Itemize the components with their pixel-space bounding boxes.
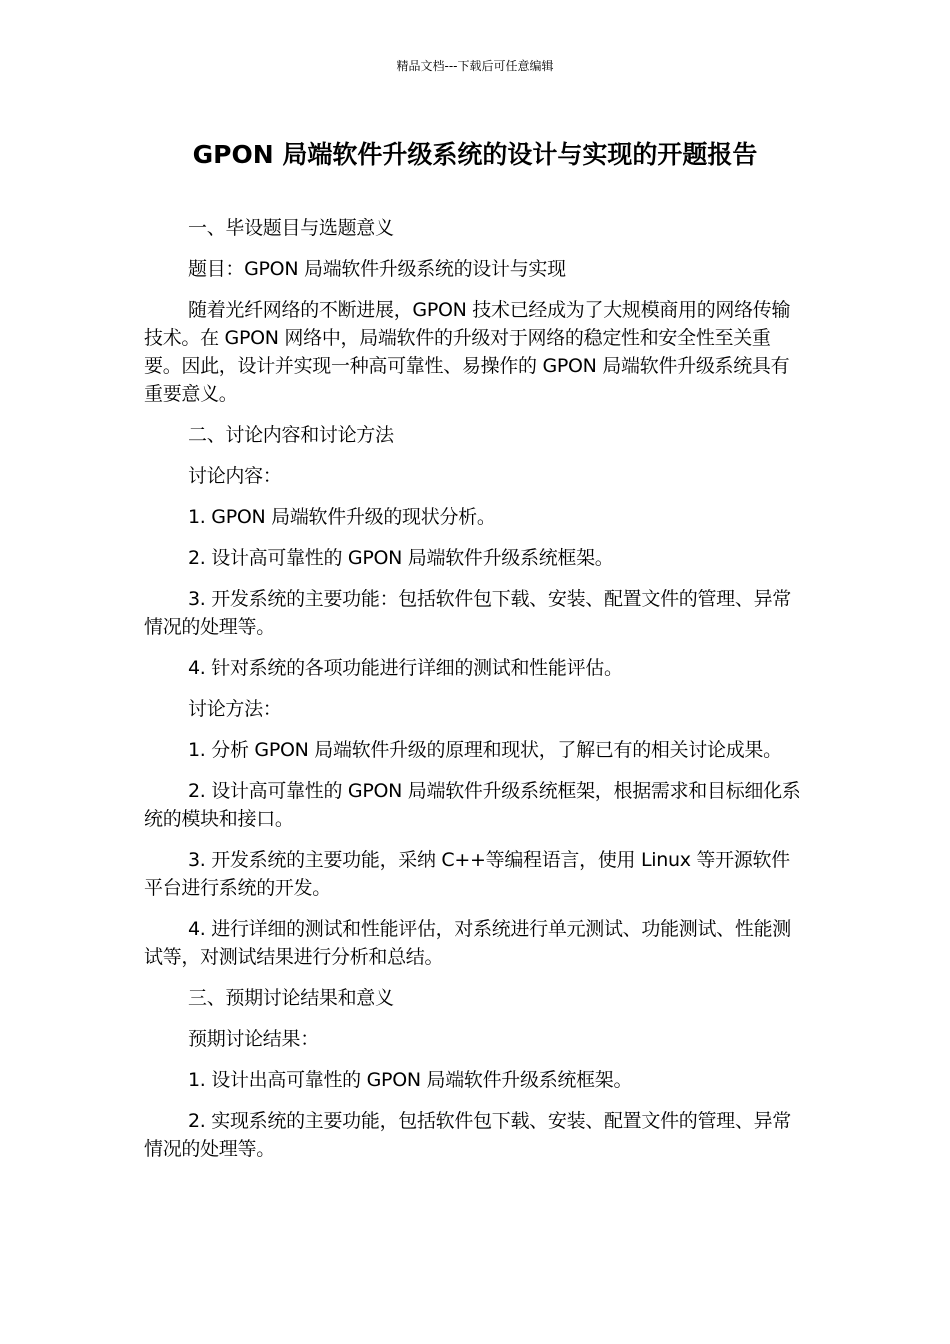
content-item-2: 2. 设计高可靠性的 GPON 局端软件升级系统框架。 <box>188 547 614 569</box>
section-heading-1: 一、毕设题目与选题意义 <box>188 217 394 239</box>
method-item-1: 1. 分析 GPON 局端软件升级的原理和现状，了解已有的相关讨论成果。 <box>188 739 782 761</box>
method-label: 讨论方法： <box>188 698 282 720</box>
topic-line: 题目：GPON 局端软件升级系统的设计与实现 <box>188 258 566 280</box>
significance-paragraph: 随着光纤网络的不断进展，GPON 技术已经成为了大规模商用的网络传输技术。在 GPON 网络中，局端软件的升级对于网络的稳定性和安全性至关重要。因此，设计并实现一种高可靠性、易操作的 GPON 局端软件升级系统具有重要意义。 <box>144 299 791 405</box>
result-item-2: 2. 实现系统的主要功能，包括软件包下载、安装、配置文件的管理、异常情况的处理等。 <box>144 1110 791 1160</box>
content-item-4: 4. 针对系统的各项功能进行详细的测试和性能评估。 <box>188 657 623 679</box>
section-heading-3: 三、预期讨论结果和意义 <box>188 987 394 1009</box>
content-label: 讨论内容： <box>188 465 282 487</box>
result-item-1: 1. 设计出高可靠性的 GPON 局端软件升级系统框架。 <box>188 1069 633 1091</box>
section-heading-2: 二、讨论内容和讨论方法 <box>188 424 394 446</box>
method-item-4: 4. 进行详细的测试和性能评估，对系统进行单元测试、功能测试、性能测试等，对测试结果进行分析和总结。 <box>144 918 791 968</box>
method-item-3: 3. 开发系统的主要功能，采纳 C++等编程语言，使用 Linux 等开源软件平台进行系统的开发。 <box>144 849 790 899</box>
document-body <box>144 214 808 1176</box>
document-title: GPON 局端软件升级系统的设计与实现的开题报告 <box>192 140 758 169</box>
page-header: 精品文档---下载后可任意编辑 <box>396 59 554 73</box>
results-label: 预期讨论结果： <box>188 1028 319 1050</box>
content-item-3: 3. 开发系统的主要功能：包括软件包下载、安装、配置文件的管理、异常情况的处理等。 <box>144 588 791 638</box>
content-item-1: 1. GPON 局端软件升级的现状分析。 <box>188 506 496 528</box>
method-item-2: 2. 设计高可靠性的 GPON 局端软件升级系统框架，根据需求和目标细化系统的模块和接口。 <box>144 780 801 830</box>
